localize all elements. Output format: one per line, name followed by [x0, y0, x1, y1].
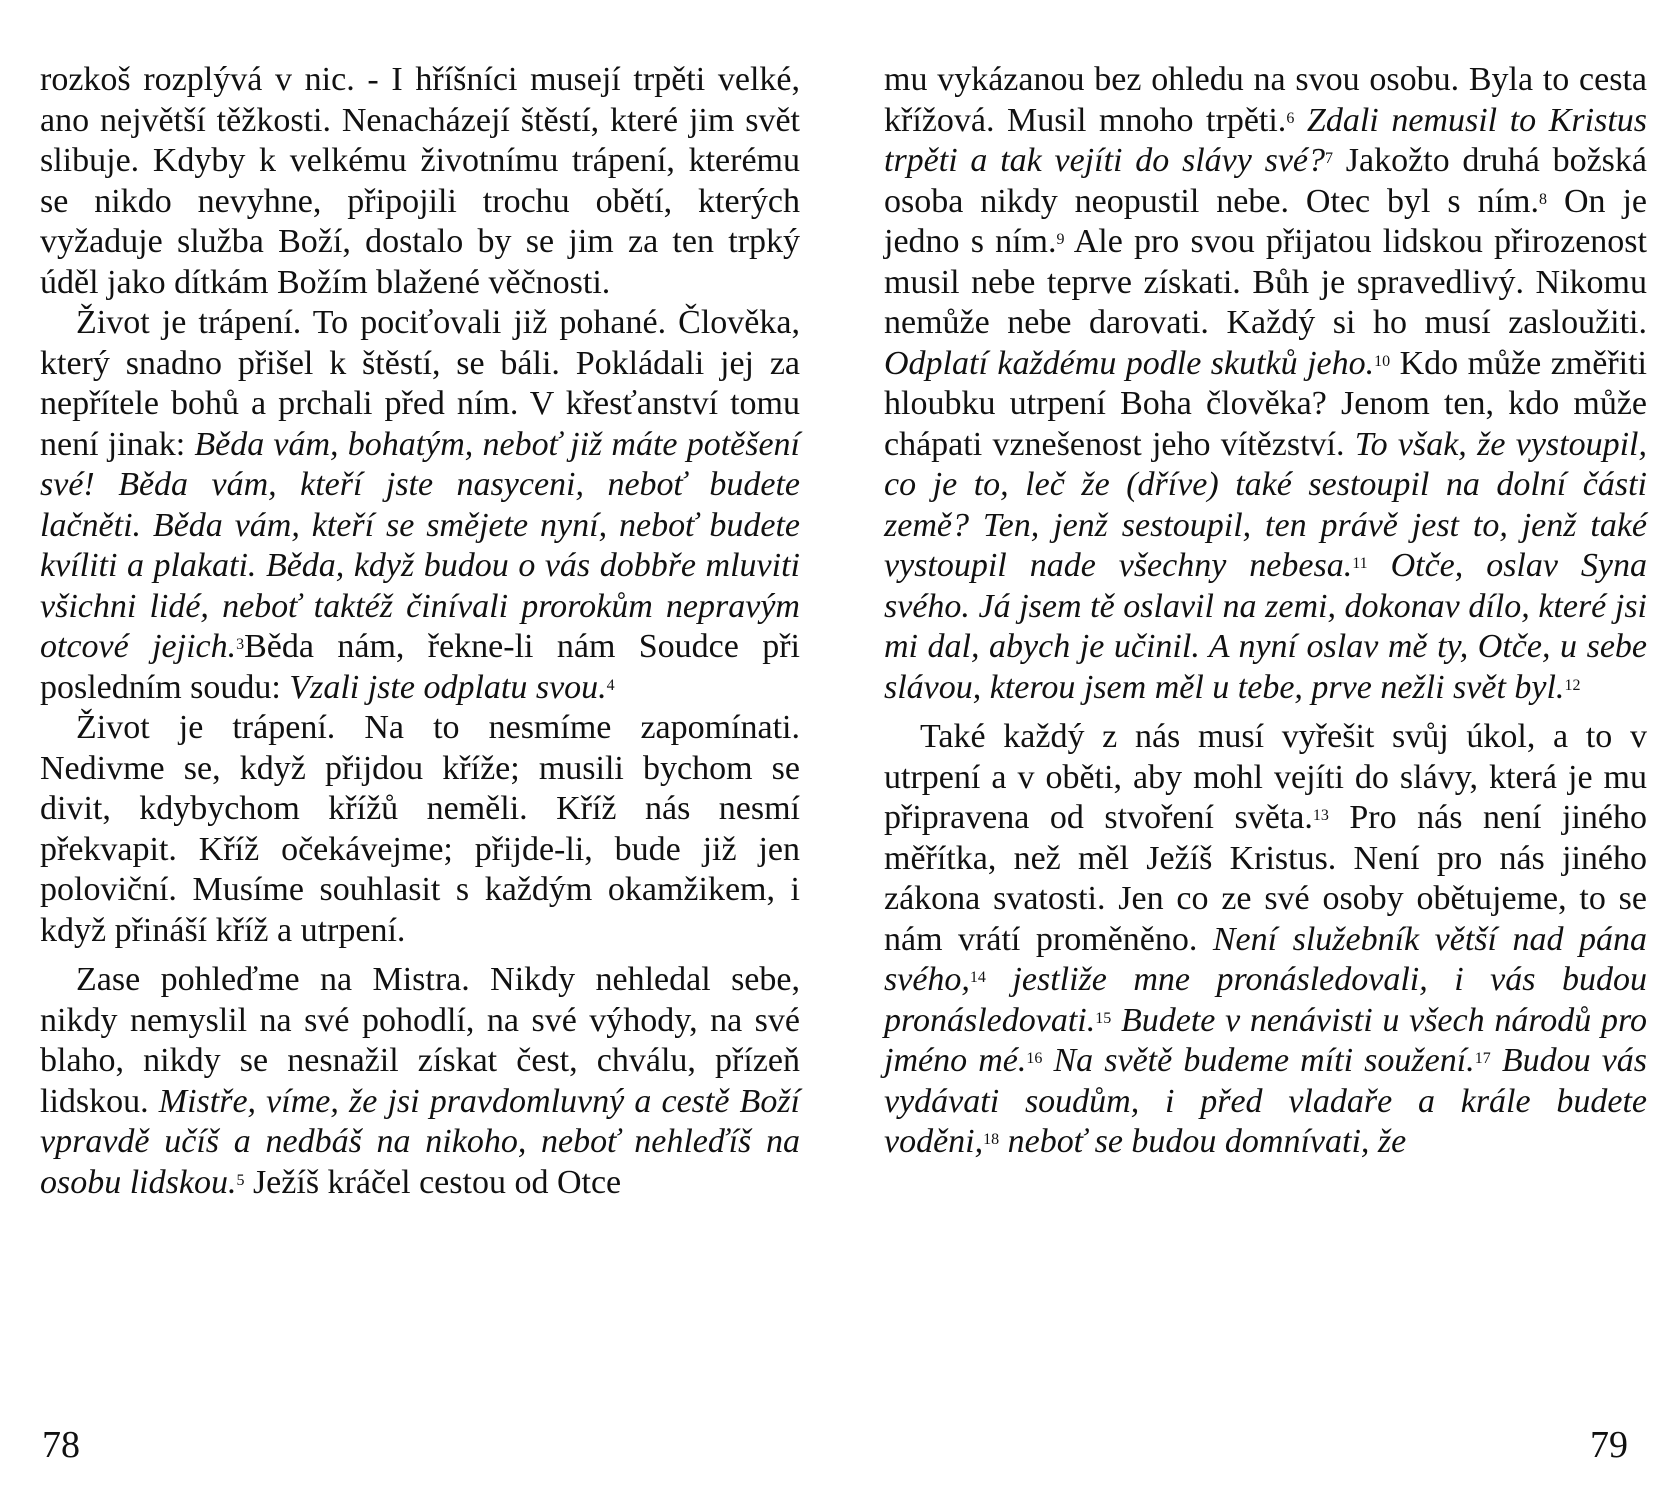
- left-text-column: [40, 60, 800, 1203]
- paragraph: Život je trápení. To pociťovali již pohané. Člověka, který snadno přišel k štěstí, se báli. Pokládali jej za nepřítele bohů a prchali před ním. V křesťanství tomu není jinak: Běda vám, bohatým, neboť již máte potěšení své! Běda vám, kteří jste nasyceni, neboť budete lačněti. Běda vám, kteří se smějete nyní, neboť budete kvíliti a plakati. Běda, když budou o vás dobbře mluviti všichni lidé, neboť taktéž činívali prorokům nepravým otcové jejich.$^3$Běda nám, řekne-li nám Soudce při posledním soudu: Vzali jste odplatu svou.$^4$: [40, 304, 801, 706]
- paragraph: Zase pohleďme na Mistra. Nikdy nehledal sebe, nikdy nemyslil na své pohodlí, na své výhody, na své blaho, nikdy se nesnažil získat čest, chválu, přízeň lidskou. Mistře, víme, že jsi pravdomluvný a cestě Boží vpravdě učíš a nedbáš na nikoho, neboť nehleďíš na osobu lidskou.$^5$ Ježíš kráčel cestou od Otce: [40, 961, 801, 1201]
- right-page: [836, 0, 1672, 1501]
- paragraph: mu vykázanou bez ohledu na svou osobu. Byla to cesta křížová. Musil mnoho trpěti.$^6$ Zdali nemusil to Kristus trpěti a tak vejíti do slávy své?$^7$ Jakožto druhá božská osoba nikdy neopustil nebe. Otec byl s ním.$^8$ On je jedno s ním.$^9$ Ale pro svou přijatou lidskou přirozenost musil nebe teprve získati. Bůh je spravedlivý. Nikomu nemůže nebe darovati. Každý si ho musí zasloužiti. Odplatí každému podle skutků jeho.$^{10}$ Kdo může změřiti hloubku utrpení Boha člověka? Jenom ten, kdo může chápati vznešenost jeho vítězství. To však, že vystoupil, co je to, leč že (dříve) také sestoupil na dolní části země? Ten, jenž sestoupil, ten právě jest to, jenž také vystoupil nade všechny nebesa.$^{11}$ Otče, oslav Syna svého. Já jsem tě oslavil na zemi, dokonav dílo, které jsi mi dal, abych je učinil. A nyní oslav mě ty, Otče, u sebe slávou, kterou jsem měl u tebe, prve nežli svět byl.$^{12}$: [884, 61, 1648, 706]
- paragraph: rozkoš rozplývá v nic. - I hříšníci musejí trpěti velké, ano největší těžkosti. Nenacházejí štěstí, které jim svět slibuje. Kdyby k velkému životnímu trápení, kterému se nikdo nevyhne, připojili trochu obětí, kterých vyžaduje služba Boží, dostalo by se jim za ten trpký úděl jako dítkám Božím blažené věčnosti.: [40, 61, 800, 301]
- paragraph: Také každý z nás musí vyřešit svůj úkol, a to v utrpení a v oběti, aby mohl vejíti do slávy, která je mu připravena od stvoření světa.$^{13}$ Pro nás není jiného měřítka, než měl Ježíš Kristus. Není pro nás jiného zákona svatosti. Jen co ze své osoby obětujeme, to se nám vrátí proměněno. Není služebník větší nad pána svého,$^{14}$ jestliže mne pronásledovali, i vás budou pronásledovati.$^{15}$ Budete v nenávisti u všech národů pro jméno mé.$^{16}$ Na světě budeme míti soužení.$^{17}$ Budou vás vydávati soudům, i před vladaře a krále budete voděni,$^{18}$ neboť se budou domnívati, že: [884, 718, 1648, 1160]
- page-number: 78: [42, 1424, 80, 1466]
- right-text-column: [884, 60, 1647, 1163]
- page-number: 79: [1590, 1424, 1628, 1466]
- paragraph: Život je trápení. Na to nesmíme zapomínati. Nedivme se, když přijdou kříže; musili bychom se divit, kdybychom křížů neměli. Kříž nás nesmí překvapit. Kříž očekávejme; přijde-li, bude již jen poloviční. Musíme souhlasit s každým okamžikem, i když přináší kříž a utrpení.: [40, 709, 800, 949]
